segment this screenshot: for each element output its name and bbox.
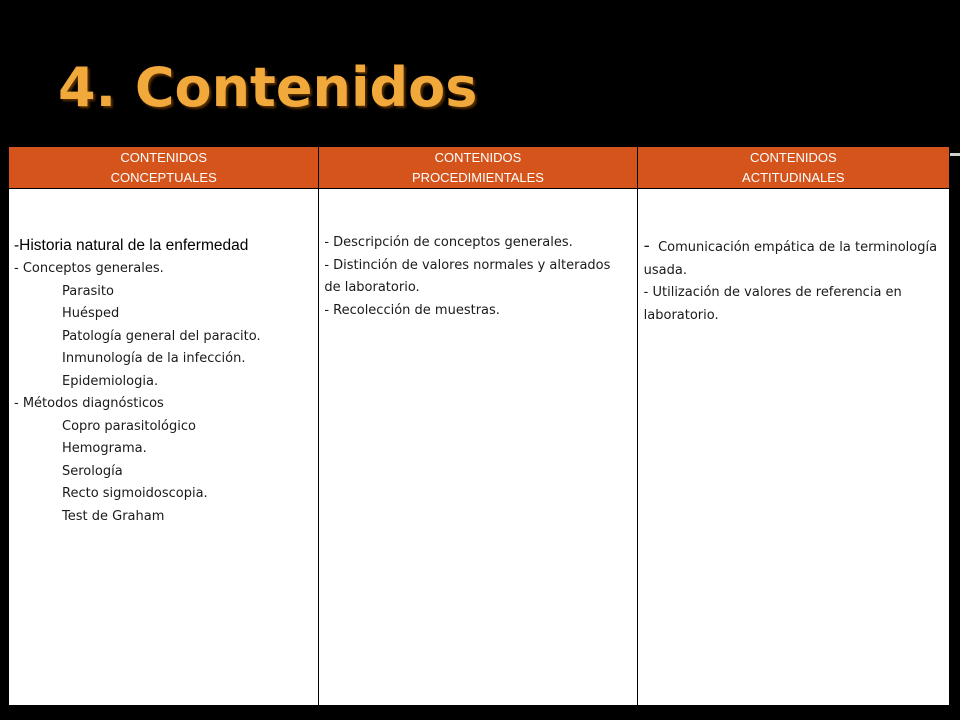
list-item: Epidemiologia. [62,373,159,389]
list-item: Patología general del paracito. [62,328,261,344]
list-item: - Comunicación empática de la terminología usada. [643,236,938,278]
list-item: - Métodos diagnósticos [14,396,164,411]
list-item: - Conceptos generales. [14,261,164,276]
list-item: Inmunología de la infección. [62,351,246,366]
header-actitudinales: CONTENIDOS ACTITUDINALES [637,147,949,189]
table-header-row [9,147,950,189]
header-procedimentales: CONTENIDOS PROCEDIMIENTALES [319,147,637,189]
header-conceptuales: CONTENIDOS CONCEPTUALES [9,147,319,189]
cell-conceptuales [9,189,319,706]
list-item: Huésped [62,306,120,321]
list-item: Hemograma. [62,441,147,456]
cell-actitudinales [637,189,949,706]
list-item: Test de Graham [62,508,165,524]
slide-title: 4. Contenidos [58,56,478,119]
list-item: Copro parasitológico [62,418,196,434]
list-item: - Distinción de valores normales y alterados de laboratorio. [324,257,611,295]
list-item: - Descripción de conceptos generales. [324,235,573,250]
cell-procedimentales [319,189,637,706]
list-item: - Recolección de muestras. [324,302,500,318]
dash-marker: - [643,236,650,256]
list-item: Recto sigmoidoscopia. [62,486,208,501]
table-row [9,189,950,706]
list-item: Serología [62,463,123,479]
list-item: - Utilización de valores de referencia en laboratorio. [643,285,902,323]
list-item: Parasito [62,283,114,299]
contents-table [8,146,950,706]
lead-topic: -Historia natural de la enfermedad [14,237,249,254]
